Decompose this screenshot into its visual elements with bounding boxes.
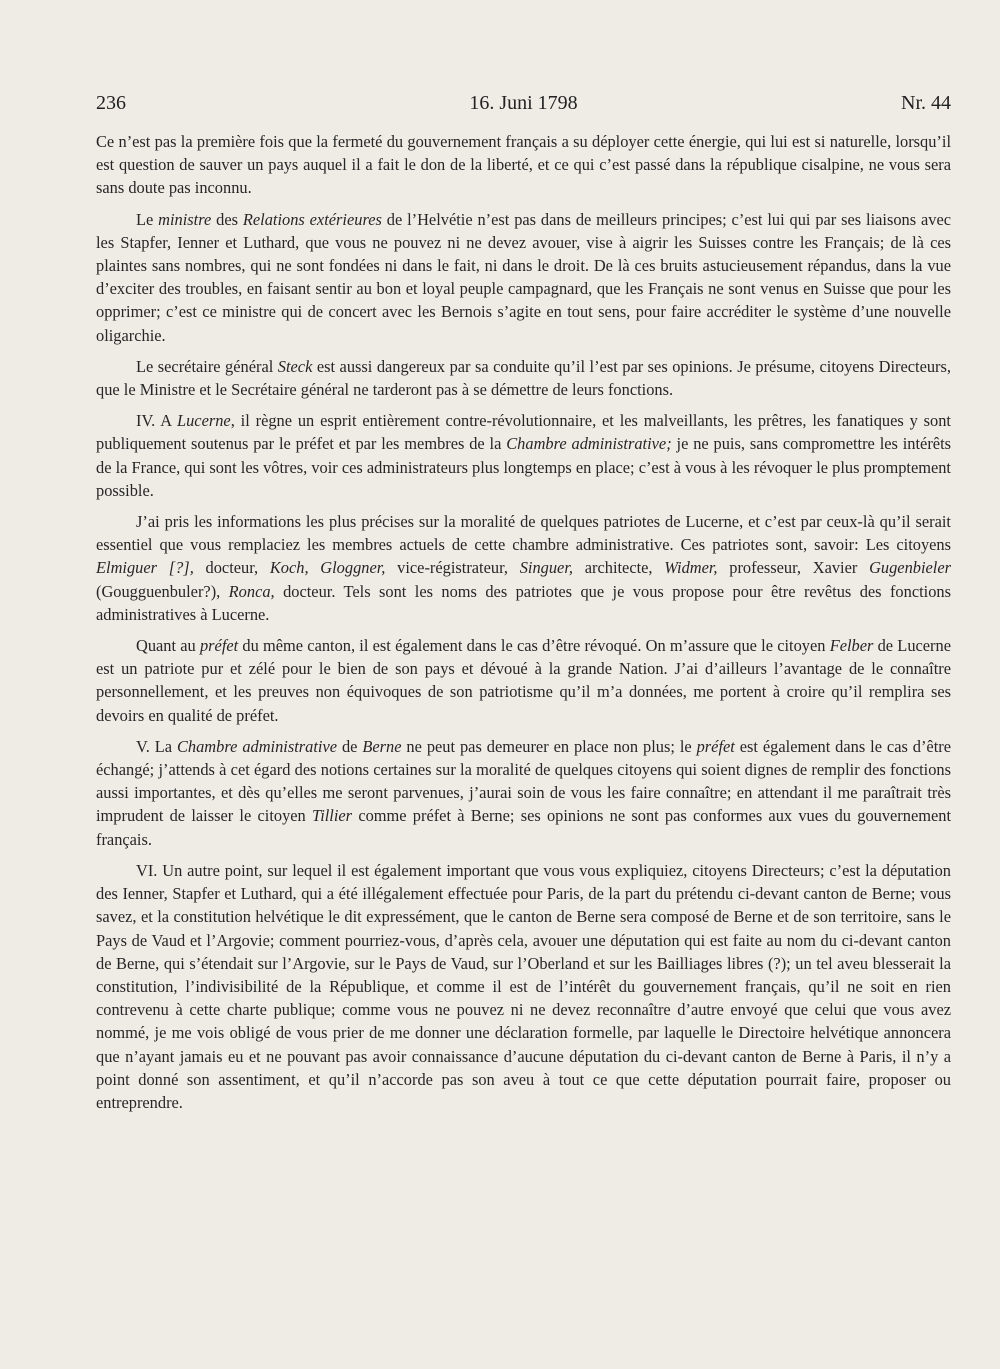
text-run: professeur, Xavier xyxy=(717,558,870,578)
italic-text: Singuer, xyxy=(519,558,573,578)
text-run: architecte, xyxy=(573,558,665,578)
header-date: 16. Juni 1798 xyxy=(469,92,578,114)
text-run: est également dans le cas d’être échangé; j’attends à cet égard des notions certaines sur la moralité de quelques citoyens qui soient dignes de remplir des fonctions aussi importantes, et dès qu’elles me seront parvenues, j’aurai soin de vous les faire connaître; en attendant il me paraîtrait très imprudent de laisser le citoyen xyxy=(96,736,951,826)
text-run: de Lucerne est un patriote pur et zélé pour le bien de son pays et dévoué à la grande Nation. J’ai d’ailleurs l’avantage de le connaître personnellement, et les preuves non équivoques de son patriotisme qu’il m’a données, me portent à croire qu’il remplira ses devoirs en qualité de préfet. xyxy=(96,636,951,725)
italic-text: Chambre administrative xyxy=(176,736,338,756)
text-run: Ce n’est pas la première fois que la fermeté du gouvernement français a su déployer cette énergie, qui lui est si naturelle, lorsqu’il est question de sauver un pays auquel il a fait le don de la liberté, et ce qui c’est passé dans la république cisalpine, ne vous sera sans doute pas inconnu. xyxy=(96,132,951,198)
italic-text: Gugenbieler xyxy=(869,558,951,578)
italic-text: Berne xyxy=(362,736,402,756)
paragraph-6 xyxy=(96,634,951,727)
text-run: du même canton, il est également dans le cas d’être révoqué. On m’assure que le citoyen xyxy=(238,636,830,656)
italic-text: Widmer, xyxy=(664,558,718,578)
text-run: VI. Un autre point, sur lequel il est également important que vous vous expliquiez, citoyens Directeurs; c’est la députation des Ienner, Stapfer et Luthard, qui a été illégalement effectuée pour Paris, de la part du prétendu ci-devant canton de Berne; vous savez, et la constitution helvétique le dit expressément, que le canton de Berne sera composé de Berne et de son territoire, sans le Pays de Vaud et l’Argovie; comment pourriez-vous, d’après cela, avouer une députation qui est faite au nom du ci-devant canton de Berne, qui s’étendait sur l’Argovie, sur le Pays de Vaud, sur l’Oberland et sur les Bailliages libres (?); un tel aveu blesserait la constitution, l’indivisibilité de la République, et comme il est de l’intérêt du gouvernement français, qu’il ne soit en rien contrevenu à cette charte publique; comme vous ne pouvez ni ne devez reconnaître d’autre envoyé que celui que vous avez nommé, je me vois obligé de vous prier de me donner une déclaration formelle, par laquelle le Directoire helvétique annoncera que n’ayant jamais eu et ne pouvant pas avoir connaissance d’aucune députation du ci-devant canton de Berne à Paris, il n’y a point donné son assentiment, et qu’il n’accorde pas son aveu à tout ce que cette députation pourrait faire, proposer ou entreprendre. xyxy=(96,860,951,1112)
text-run: vice-régistrateur, xyxy=(385,558,520,578)
italic-text: Chambre administrative; xyxy=(506,434,672,454)
paragraph-8 xyxy=(96,859,951,1114)
text-run: comme préfet à Berne; ses opinions ne sont pas conformes aux vues du gouvernement français. xyxy=(96,806,952,849)
text-run: Le xyxy=(136,209,159,229)
text-run: J’ai pris les informations les plus précises sur la moralité de quelques patriotes de Lucerne, et c’est par ceux-là qu’il serait essentiel que vous remplaciez les membres actuels de cette chambre administrative. Ces patriotes sont, savoir: Les citoyens xyxy=(96,512,951,555)
paragraph-3 xyxy=(96,355,951,401)
text-run: (Gougguenbuler?), xyxy=(96,581,229,601)
paragraph-4 xyxy=(96,409,951,502)
italic-text: Felber xyxy=(829,636,874,656)
text-run: V. La xyxy=(136,736,177,756)
text-run: Le secrétaire général xyxy=(136,356,278,376)
italic-text: Relations extérieures xyxy=(242,209,382,229)
text-run: docteur. Tels sont les noms des patriotes que je vous propose pour être revêtus des fonctions administratives à Lucerne. xyxy=(96,581,951,624)
text-run: IV. A xyxy=(136,411,177,431)
document-number: Nr. 44 xyxy=(901,92,951,114)
text-run: ne peut pas demeurer en place non plus; le xyxy=(401,736,697,756)
italic-text: ministre xyxy=(158,209,212,229)
italic-text: Elmiguer [?], xyxy=(96,558,194,578)
paragraph-7 xyxy=(96,735,951,851)
text-run: de l’Helvétie n’est pas dans de meilleurs principes; c’est lui qui par ses liaisons avec les Stapfer, Ienner et Luthard, que vous ne pouvez ni ne devez avouer, vise à aigrir les Suisses contre les Français; de là ces plaintes sans nombres, qui ne sont fondées ni dans le fait, ni dans le droit. De là ces bruits astucieusement répandus, dans la vue d’exciter des troubles, en faisant sentir au bon et loyal peuple campagnard, que les Français ne sont venus en Suisse que pour les opprimer; c’est ce ministre qui de concert avec les Bernois s’agite en tout sens, pour faire accréditer le système d’une nouvelle oligarchie. xyxy=(96,209,952,345)
page-header xyxy=(96,92,951,122)
italic-text: préfet xyxy=(696,736,735,756)
paragraph-5 xyxy=(96,510,951,626)
italic-text: préfet xyxy=(199,636,239,656)
text-run: docteur, xyxy=(193,558,270,578)
italic-text: Ronca, xyxy=(228,581,275,601)
page-number: 236 xyxy=(96,92,126,114)
italic-text: Tillier xyxy=(311,806,353,826)
text-run: je ne puis, sans compromettre les intérêts de la France, qui sont les vôtres, voir ces administrateurs plus longtemps en place; c’est à vous à les révoquer le plus promptement possible. xyxy=(96,434,952,500)
italic-text: Koch, Gloggner, xyxy=(269,558,386,578)
italic-text: Lucerne xyxy=(177,411,231,431)
text-run: Quant au xyxy=(136,636,200,656)
paragraph-1 xyxy=(96,130,951,200)
paragraph-2 xyxy=(96,208,951,347)
italic-text: Steck xyxy=(277,356,313,376)
text-run: , il règne un esprit entièrement contre-révolutionnaire, et les malveillants, les prêtres, les fanatiques y sont publiquement soutenus par le préfet et par les membres de la xyxy=(96,411,951,454)
text-run: est aussi dangereux par sa conduite qu’il l’est par ses opinions. Je présume, citoyens Directeurs, que le Ministre et le Secrétaire général ne tarderont pas à se démettre de leurs fonctions. xyxy=(96,356,951,400)
text-run: de xyxy=(337,736,363,756)
text-run: des xyxy=(211,209,243,229)
document-body xyxy=(96,130,951,1122)
